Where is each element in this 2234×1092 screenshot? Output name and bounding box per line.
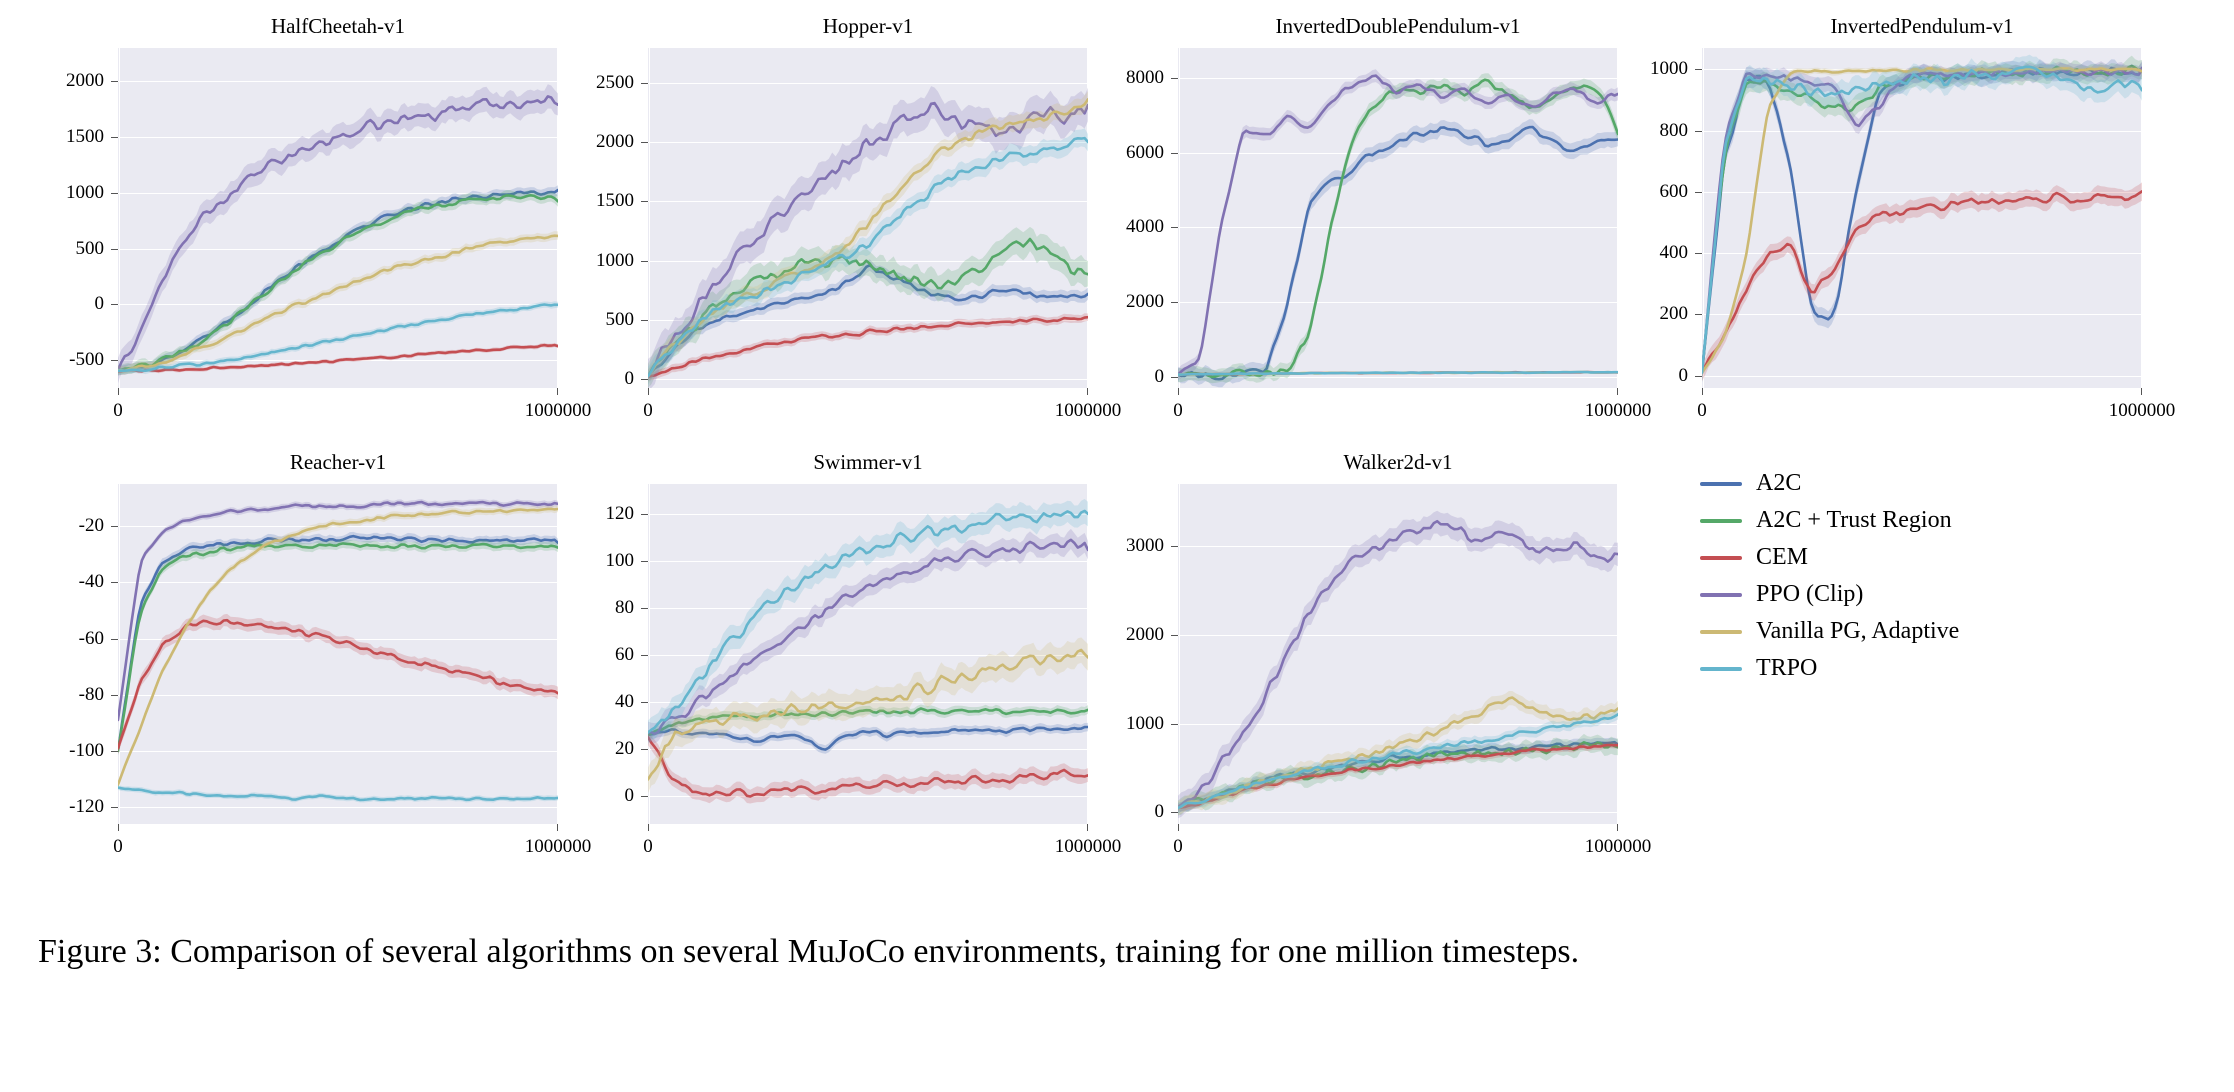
chart-panel-walker2d-v1 <box>1126 450 1652 858</box>
confidence-band-a2c <box>1702 59 2142 381</box>
legend-color-swatch <box>1700 630 1742 634</box>
legend-item-vanilla-pg-adaptive <box>1700 618 1959 645</box>
y-axis-tick-mark <box>1695 131 1702 132</box>
y-axis-tick-mark <box>111 360 118 361</box>
y-axis-tick-label: 0 <box>94 293 104 315</box>
legend-item-trpo <box>1700 655 1817 682</box>
series-layer <box>648 484 1088 824</box>
series-line-a2c-trust-region <box>118 195 558 370</box>
y-axis-tick-mark <box>641 514 648 515</box>
y-axis-tick-mark <box>111 81 118 82</box>
legend-color-swatch <box>1700 556 1742 560</box>
y-axis-tick-label: 1000 <box>1126 712 1164 734</box>
y-axis-tick-mark <box>111 304 118 305</box>
y-axis-tick-mark <box>1171 153 1178 154</box>
series-layer <box>648 48 1088 388</box>
y-axis-tick-label: 3000 <box>1126 535 1164 557</box>
series-layer <box>1178 484 1618 824</box>
y-axis-tick-mark <box>641 608 648 609</box>
y-axis-tick-mark <box>1695 376 1702 377</box>
plot-area <box>648 48 1088 388</box>
x-axis-tick-mark <box>1702 388 1703 395</box>
legend-label: Vanilla PG, Adaptive <box>1756 618 1960 644</box>
y-axis-tick-label: 60 <box>615 644 634 666</box>
confidence-band-cem <box>118 614 558 755</box>
chart-panel-hopper-v1 <box>596 14 1122 422</box>
y-axis-tick-label: 2000 <box>66 70 104 92</box>
x-axis-tick-mark <box>118 388 119 395</box>
y-axis-tick-label: 500 <box>75 237 104 259</box>
y-axis-tick-label: -60 <box>78 627 104 649</box>
y-axis-tick-mark <box>1171 227 1178 228</box>
y-axis-tick-mark <box>1171 78 1178 79</box>
x-axis-tick-mark <box>1087 824 1088 831</box>
series-line-a2c <box>118 190 558 370</box>
plot-area <box>118 48 558 388</box>
y-axis-tick-mark <box>641 561 648 562</box>
series-line-a2c-trust-region <box>1178 80 1618 377</box>
y-axis-tick-mark <box>641 261 648 262</box>
plot-area <box>648 484 1088 824</box>
confidence-band-ppo-clip- <box>1178 511 1618 819</box>
x-axis-tick-label: 0 <box>113 400 123 421</box>
y-axis-tick-mark <box>111 193 118 194</box>
y-axis-tick-label: 1000 <box>596 249 634 271</box>
x-axis-tick-label: 0 <box>113 836 123 857</box>
y-axis-tick-mark <box>111 639 118 640</box>
y-axis-tick-label: 20 <box>615 737 634 759</box>
confidence-band-a2c-trust-region <box>1178 73 1618 383</box>
x-axis-tick-mark <box>1087 388 1088 395</box>
y-axis-tick-mark <box>111 526 118 527</box>
x-axis-tick-label: 0 <box>643 400 653 421</box>
x-axis-tick-mark <box>648 388 649 395</box>
x-axis-tick-label: 1000000 <box>524 836 592 857</box>
y-axis-tick-label: 800 <box>1659 119 1688 141</box>
y-axis-tick-label: 0 <box>624 784 634 806</box>
legend-item-ppo-clip- <box>1700 581 1863 608</box>
y-axis-tick-label: 4000 <box>1126 216 1164 238</box>
x-axis-tick-mark <box>118 824 119 831</box>
y-axis-tick-mark <box>111 751 118 752</box>
y-axis-tick-label: 6000 <box>1126 141 1164 163</box>
y-axis-tick-label: -40 <box>78 571 104 593</box>
y-axis-tick-label: 40 <box>615 691 634 713</box>
panel-title: HalfCheetah-v1 <box>270 14 406 38</box>
y-axis-tick-label: -20 <box>78 515 104 537</box>
plot-area <box>1178 48 1618 388</box>
legend-label: A2C + Trust Region <box>1756 507 1952 533</box>
panel-title: Walker2d-v1 <box>1343 450 1453 474</box>
legend-item-a2c <box>1700 470 1801 497</box>
y-axis-tick-mark <box>1171 812 1178 813</box>
series-layer <box>1178 48 1618 388</box>
y-axis-tick-label: 2000 <box>596 131 634 153</box>
y-axis-tick-mark <box>111 249 118 250</box>
y-axis-tick-label: -100 <box>69 739 104 761</box>
series-line-a2c <box>1178 127 1618 379</box>
y-axis-tick-mark <box>1695 192 1702 193</box>
y-axis-tick-label: 1000 <box>1650 58 1688 80</box>
y-axis-tick-mark <box>111 137 118 138</box>
confidence-band-ppo-clip- <box>118 499 558 723</box>
chart-panel-swimmer-v1 <box>605 450 1122 858</box>
panel-title: Reacher-v1 <box>289 450 387 474</box>
y-axis-tick-label: 80 <box>615 597 634 619</box>
y-axis-tick-label: 500 <box>605 308 634 330</box>
x-axis-tick-mark <box>1617 824 1618 831</box>
legend-label: A2C <box>1756 470 1802 496</box>
y-axis-tick-label: 120 <box>605 503 634 525</box>
series-line-cem <box>1702 191 2142 372</box>
y-axis-tick-label: 600 <box>1659 180 1688 202</box>
confidence-band-a2c-trust-region <box>1702 56 2142 383</box>
y-axis-tick-mark <box>1695 69 1702 70</box>
legend-item-a2c-trust-region <box>1700 507 1952 534</box>
confidence-band-ppo-clip- <box>1178 69 1618 381</box>
legend-label: PPO (Clip) <box>1756 581 1864 607</box>
y-axis-tick-label: 1500 <box>66 126 104 148</box>
legend-label: TRPO <box>1756 655 1818 681</box>
caption-label: Figure 3: <box>38 933 162 970</box>
y-axis-tick-mark <box>641 83 648 84</box>
x-axis-tick-mark <box>648 824 649 831</box>
y-axis-tick-mark <box>641 201 648 202</box>
x-axis-tick-label: 0 <box>1173 836 1183 857</box>
series-line-ppo-clip- <box>1178 76 1618 375</box>
chart-panel-invertedpendulum-v1 <box>1650 14 2176 422</box>
confidence-band-cem <box>1702 182 2142 381</box>
y-axis-tick-mark <box>641 796 648 797</box>
y-axis-tick-mark <box>1171 377 1178 378</box>
caption-text: Comparison of several algorithms on several MuJoCo environments, training for one million timesteps. <box>170 933 1580 970</box>
y-axis-tick-label: 0 <box>1154 365 1164 387</box>
y-axis-tick-mark <box>1171 302 1178 303</box>
legend-color-swatch <box>1700 667 1742 671</box>
x-axis-tick-mark <box>1617 388 1618 395</box>
confidence-band-trpo <box>1702 55 2142 383</box>
series-line-ppo-clip- <box>118 502 558 720</box>
y-axis-tick-label: -120 <box>69 796 104 818</box>
legend-color-swatch <box>1700 519 1742 523</box>
y-axis-tick-label: 0 <box>624 367 634 389</box>
x-axis-tick-label: 1000000 <box>1054 400 1122 421</box>
x-axis-tick-label: 1000000 <box>2108 400 2176 421</box>
x-axis-tick-mark <box>2141 388 2142 395</box>
x-axis-tick-mark <box>1178 388 1179 395</box>
plot-area <box>118 484 558 824</box>
y-axis-tick-mark <box>1695 314 1702 315</box>
x-axis-tick-label: 1000000 <box>524 400 592 421</box>
y-axis-tick-mark <box>1171 724 1178 725</box>
y-axis-tick-mark <box>641 142 648 143</box>
y-axis-tick-label: -80 <box>78 683 104 705</box>
x-axis-tick-label: 0 <box>1697 400 1707 421</box>
legend-color-swatch <box>1700 482 1742 486</box>
panel-title: InvertedDoublePendulum-v1 <box>1275 14 1521 38</box>
figure-caption <box>38 930 2198 975</box>
confidence-band-a2c <box>1178 119 1618 387</box>
y-axis-tick-label: 1500 <box>596 190 634 212</box>
y-axis-tick-label: -500 <box>69 349 104 371</box>
plot-area <box>1702 48 2142 388</box>
x-axis-tick-mark <box>1178 824 1179 831</box>
y-axis-tick-mark <box>641 749 648 750</box>
panel-title: Hopper-v1 <box>822 14 914 38</box>
y-axis-tick-mark <box>111 582 118 583</box>
y-axis-tick-label: 400 <box>1659 242 1688 264</box>
series-layer <box>1702 48 2142 388</box>
y-axis-tick-mark <box>641 702 648 703</box>
y-axis-tick-mark <box>641 320 648 321</box>
panel-title: InvertedPendulum-v1 <box>1830 14 2014 38</box>
series-line-vanilla-pg-adaptive <box>1702 68 2142 372</box>
y-axis-tick-label: 2000 <box>1126 291 1164 313</box>
y-axis-tick-mark <box>111 695 118 696</box>
legend-item-cem <box>1700 544 1808 571</box>
y-axis-tick-mark <box>641 379 648 380</box>
y-axis-tick-label: 8000 <box>1126 66 1164 88</box>
y-axis-tick-label: 2000 <box>1126 623 1164 645</box>
y-axis-tick-label: 2500 <box>596 72 634 94</box>
legend-label: CEM <box>1756 544 1809 570</box>
y-axis-tick-label: 0 <box>1678 364 1688 386</box>
chart-panel-inverteddoublependulum-v1 <box>1126 14 1652 422</box>
y-axis-tick-mark <box>641 655 648 656</box>
y-axis-tick-mark <box>1695 253 1702 254</box>
y-axis-tick-label: 0 <box>1154 801 1164 823</box>
panel-title: Swimmer-v1 <box>813 450 923 474</box>
y-axis-tick-mark <box>1171 635 1178 636</box>
series-layer <box>118 48 558 388</box>
x-axis-tick-label: 1000000 <box>1584 400 1652 421</box>
x-axis-tick-label: 1000000 <box>1054 836 1122 857</box>
x-axis-tick-label: 0 <box>643 836 653 857</box>
y-axis-tick-label: 100 <box>605 550 634 572</box>
series-layer <box>118 484 558 824</box>
plot-area <box>1178 484 1618 824</box>
chart-panel-halfcheetah-v1 <box>66 14 592 422</box>
y-axis-tick-label: 200 <box>1659 303 1688 325</box>
legend-color-swatch <box>1700 593 1742 597</box>
y-axis-tick-label: 1000 <box>66 181 104 203</box>
chart-panel-reacher-v1 <box>69 450 592 858</box>
y-axis-tick-mark <box>111 807 118 808</box>
y-axis-tick-mark <box>1171 546 1178 547</box>
x-axis-tick-label: 1000000 <box>1584 836 1652 857</box>
x-axis-tick-label: 0 <box>1173 400 1183 421</box>
x-axis-tick-mark <box>557 824 558 831</box>
